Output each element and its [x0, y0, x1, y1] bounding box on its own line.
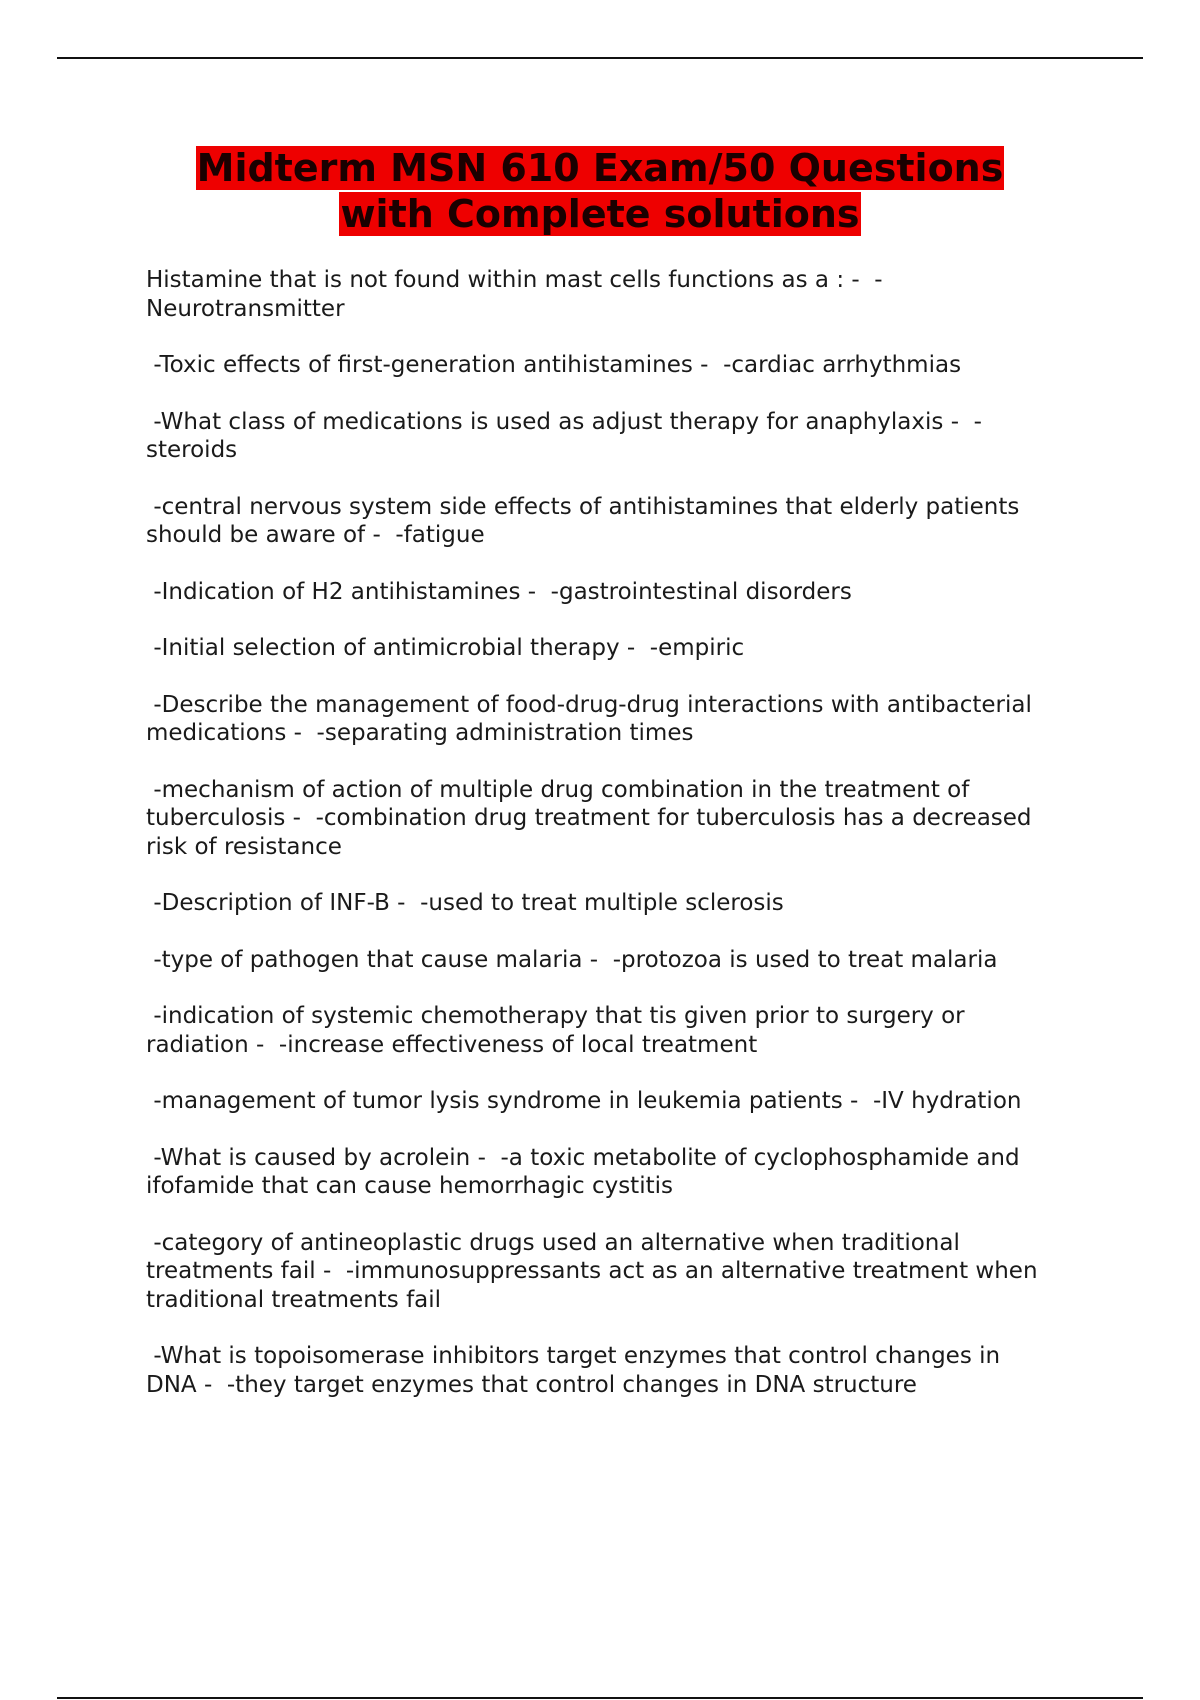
question-item: -Toxic effects of first-generation antihistamines - -cardiac arrhythmias	[146, 352, 962, 378]
title-line-2: with Complete solutions	[340, 192, 860, 236]
question-item: -Description of INF-B - -used to treat multiple sclerosis	[146, 890, 784, 916]
document-title	[100, 145, 1100, 237]
question-item: -category of antineoplastic drugs used an alternative when traditional treatments fail - -immunosuppressants act as an alternative treatment when traditional treatments fail	[146, 1229, 1038, 1313]
question-item: -Initial selection of antimicrobial therapy - -empiric	[146, 635, 745, 661]
top-rule	[57, 57, 1143, 59]
question-item: -Indication of H2 antihistamines - -gastrointestinal disorders	[146, 578, 852, 605]
question-item: -type of pathogen that cause malaria - -protozoa is used to treat malaria	[146, 946, 998, 973]
question-item: -Describe the management of food-drug-drug interactions with antibacterial medications - -separating administration times	[146, 691, 1032, 746]
question-item: -indication of systemic chemotherapy that tis given prior to surgery or radiation - -increase effectiveness of local treatment	[146, 1003, 965, 1058]
question-item: -management of tumor lysis syndrome in leukemia patients - -IV hydration	[146, 1088, 1022, 1114]
question-item: -central nervous system side effects of antihistamines that elderly patients should be aware of - -fatigue	[146, 493, 1020, 548]
question-item: -What is topoisomerase inhibitors target enzymes that control changes in DNA - -they target enzymes that control changes in DNA structure	[146, 1343, 1001, 1398]
bottom-rule	[57, 1697, 1143, 1699]
title-line-1: Midterm MSN 610 Exam/50 Questions	[196, 146, 1004, 190]
question-item: Histamine that is not found within mast cells functions as a : - - Neurotransmitter	[146, 267, 883, 322]
question-item: -What is caused by acrolein - -a toxic metabolite of cyclophosphamide and ifofamide that can cause hemorrhagic cystitis	[146, 1144, 1020, 1199]
question-item: -mechanism of action of multiple drug combination in the treatment of tuberculosis - -combination drug treatment for tuberculosis has a decreased risk of resistance	[146, 776, 1032, 860]
question-item: -What class of medications is used as adjust therapy for anaphylaxis - - steroids	[146, 408, 982, 463]
question-list	[146, 266, 1096, 1427]
